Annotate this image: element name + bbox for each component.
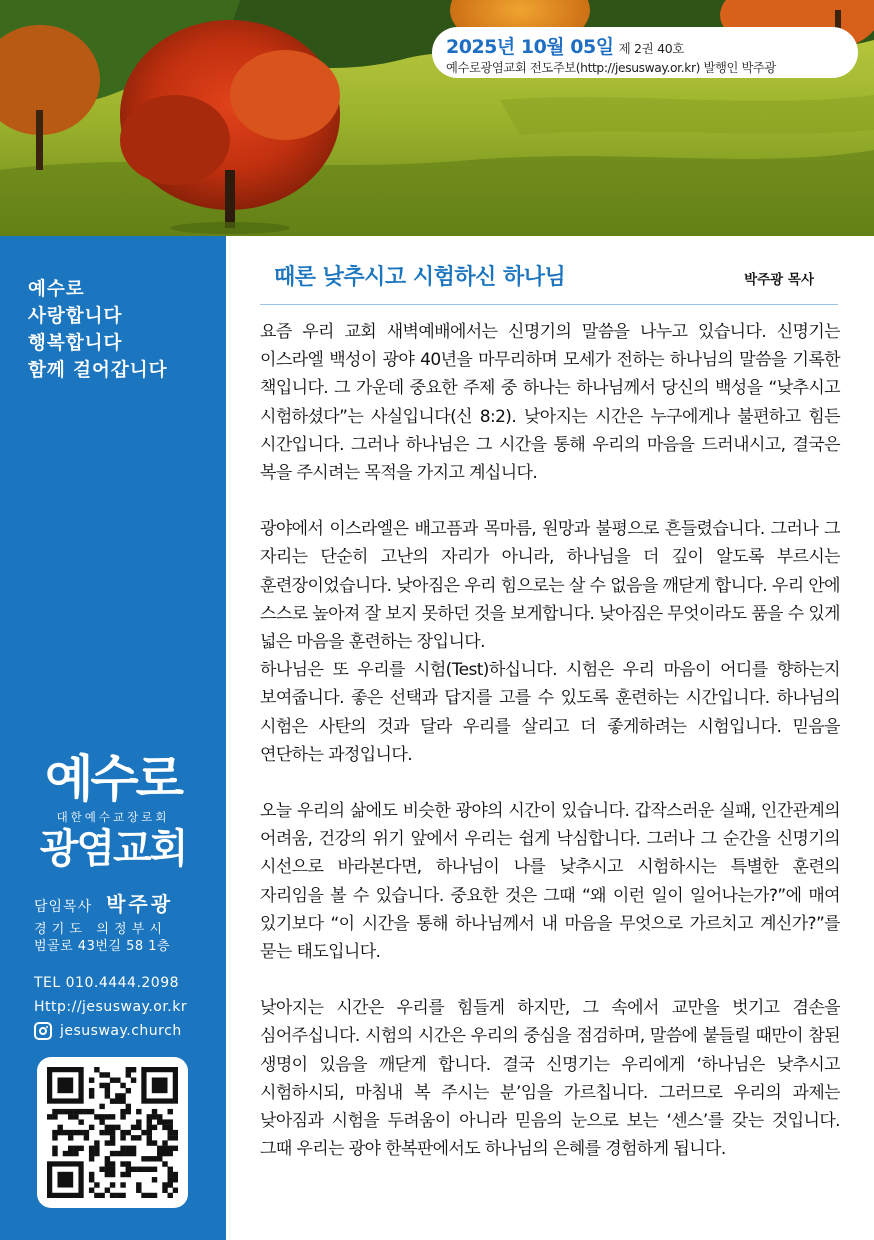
paragraph-spacer [260, 487, 840, 515]
title-divider [260, 304, 838, 305]
article-paragraph: 낮아지는 시간은 우리를 힘들게 하지만, 그 속에서 교만을 벗기고 겸손을 심어주십니다. 시험의 시간은 우리의 중심을 점검하며, 말씀에 붙들릴 때만이 참된 생명이 있음을 깨닫게 합니다. 결국 신명기는 우리에게 ‘하나님은 낮추시고 시험하시되, 마침내 복 주시는 분’임을 가르칩니다. 그러므로 우리의 과제는 낮아짐과 시험을 두려움이 아니라 믿음의 눈으로 보는 ‘센스’를 갖는 것입니다. 그때 우리는 광야 한복판에서도 하나님의 은혜를 경험하게 됩니다. [260, 998, 840, 1160]
article-author: 박주광 목사 [744, 272, 814, 288]
church-address: 경 기 도 의 정 부 시 범골로 43번길 58 1층 [34, 922, 171, 954]
logo-main-text: 예수로 [45, 750, 181, 808]
paragraph-spacer [260, 966, 840, 994]
logo-denomination: 대한예수교장로회 [56, 810, 170, 824]
article-paragraph: 하나님은 또 우리를 시험(Test)하십니다. 시험은 우리 마음이 어디를 향하는지 보여줍니다. 좋은 선택과 답지를 고를 수 있도록 훈련하는 시간입니다. 하나님의 시험은 사탄의 것과 달라 우리를 살리고 더 좋게하려는 시험입니다. 믿음을 연단하는 과정입니다. [260, 660, 840, 765]
church-logo [0, 751, 226, 871]
slogan-line: 행복합니다 [28, 333, 123, 354]
slogan-line: 사랑합니다 [28, 306, 123, 327]
publisher-line: 예수로광염교회 전도주보(http://jesusway.or.kr) 발행인 박주광 [446, 61, 776, 75]
logo-church-name: 광염교회 [39, 826, 187, 872]
article-area [226, 236, 874, 1240]
website-link[interactable]: Http://jesusway.or.kr [34, 999, 188, 1015]
paragraph-spacer [260, 769, 840, 797]
slogan-line: 함께 걸어갑니다 [28, 360, 168, 381]
instagram-handle: jesusway.church [60, 1023, 182, 1039]
article-body [260, 318, 840, 1163]
issue-number: 제 2권 40호 [618, 41, 685, 56]
article-header [274, 260, 834, 304]
issue-date: 2025년 10월 05일 [446, 36, 614, 58]
qr-code-card [37, 1057, 188, 1208]
phone-number: TEL 010.4444.2098 [34, 975, 180, 991]
article-paragraph: 광야에서 이스라엘은 배고픔과 목마름, 원망과 불평으로 흔들렸습니다. 그러나 그 자리는 단순히 고난의 자리가 아니라, 하나님을 더 깊이 알도록 부르시는 훈련장이었습니다. 낮아짐은 우리 힘으로는 살 수 없음을 깨닫게 합니다. 우리 안에 스스로 높아져 잘 보지 못하던 것을 보게합니다. 낮아짐은 무엇이라도 품을 수 있게 넓은 마음을 훈련하는 장입니다. [260, 519, 840, 653]
pastor-name: 박주광 [106, 892, 174, 916]
article-title: 때론 낮추시고 시험하신 하나님 [274, 265, 566, 290]
slogan-line: 예수로 [28, 279, 85, 300]
sidebar [0, 236, 226, 1240]
pastor-label: 담임목사 [34, 899, 93, 915]
qr-code-icon [47, 1067, 178, 1198]
pastor-info [34, 888, 173, 917]
article-paragraph: 오늘 우리의 삶에도 비슷한 광야의 시간이 있습니다. 갑작스러운 실패, 인간관계의 어려움, 건강의 위기 앞에서 우리는 쉽게 낙심합니다. 그러나 그 순간을 신명기의 시선으로 바라본다면, 하나님이 나를 낮추시고 시험하시는 특별한 훈련의 자리임을 볼 수 있습니다. 중요한 것은 그때 “왜 이런 일이 일어나는가?”에 매여 있기보다 “이 시간을 통해 하나님께서 내 마음을 무엇으로 가르치고 계신가?”를 묻는 태도입니다. [260, 801, 840, 963]
contact-info [34, 971, 187, 1043]
instagram-link[interactable] [34, 1019, 187, 1043]
header-photo [0, 0, 874, 236]
issue-info-box [432, 27, 858, 78]
slogan [28, 276, 168, 384]
instagram-icon [34, 1022, 52, 1040]
article-paragraph: 요즘 우리 교회 새벽예배에서는 신명기의 말씀을 나누고 있습니다. 신명기는 이스라엘 백성이 광야 40년을 마무리하며 모세가 전하는 하나님의 말씀을 기록한 책입니다. 그 가운데 중요한 주제 중 하나는 하나님께서 당신의 백성을 “낮추시고 시험하셨다”는 사실입니다(신 8:2). 낮아지는 시간은 누구에게나 불편하고 힘든 시간입니다. 그러나 하나님은 그 시간을 통해 우리의 마음을 드러내시고, 결국은 복을 주시려는 목적을 가지고 계십니다. [260, 322, 840, 484]
